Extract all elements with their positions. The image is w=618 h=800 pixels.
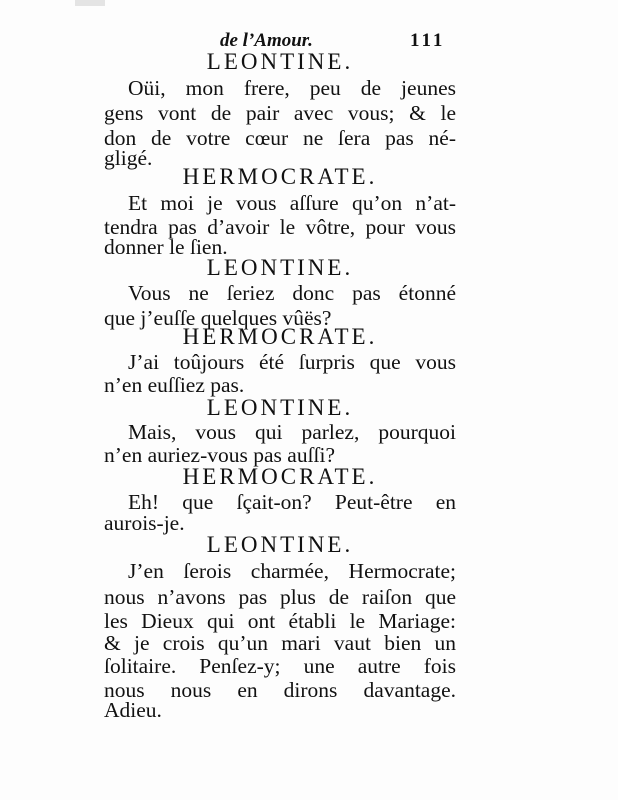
dialogue-line: & je crois qu’un mari vaut bien un (104, 631, 456, 655)
dialogue-line: donner le ſien. (104, 235, 228, 259)
page-number: 111 (410, 30, 446, 51)
dialogue-line: n’en euſſiez pas. (104, 373, 245, 397)
scan-smudge (75, 0, 105, 6)
dialogue-line: gligé. (104, 146, 153, 170)
speaker-name: LEONTINE. (206, 255, 354, 280)
dialogue-line: J’en ſerois charmée, Hermocrate; (128, 559, 456, 583)
speaker-name: LEONTINE. (206, 49, 354, 74)
dialogue-line: ſolitaire. Penſez-y; une autre fois (104, 654, 456, 678)
dialogue-line: tendra pas d’avoir le vôtre, pour vous (104, 215, 456, 239)
speaker-name: HERMOCRATE. (182, 324, 378, 349)
dialogue-line: nous n’avons pas plus de raiſon que (104, 585, 456, 609)
dialogue-line: Mais, vous qui parlez, pourquoi (128, 420, 456, 444)
dialogue-line: Et moi je vous aſſure qu’on n’at- (128, 191, 456, 215)
speaker-name: LEONTINE. (206, 532, 354, 557)
speaker-name: LEONTINE. (206, 395, 354, 420)
dialogue-line: n’en auriez-vous pas auſſi? (104, 443, 336, 467)
dialogue-line: nous nous en dirons davantage. (104, 678, 456, 702)
dialogue-line: don de votre cœur ne ſera pas né- (104, 126, 456, 150)
dialogue-line: gens vont de pair avec vous; & le (104, 101, 456, 125)
speaker-name: HERMOCRATE. (182, 464, 378, 489)
dialogue-line: J’ai toûjours été ſurpris que vous (128, 350, 456, 374)
dialogue-line: Vous ne ſeriez donc pas étonné (128, 281, 456, 305)
dialogue-line: Eh! que ſçait-on? Peut-être en (128, 490, 456, 514)
dialogue-line: les Dieux qui ont établi le Mariage: (104, 609, 456, 633)
dialogue-line: Oüi, mon frere, peu de jeunes (128, 76, 456, 100)
speaker-name: HERMOCRATE. (182, 164, 378, 189)
dialogue-line: Adieu. (104, 698, 162, 722)
running-title: de l’Amour. (220, 30, 313, 51)
dialogue-line: que j’euſſe quelques vûës? (104, 306, 332, 330)
dialogue-line: aurois-je. (104, 511, 185, 535)
